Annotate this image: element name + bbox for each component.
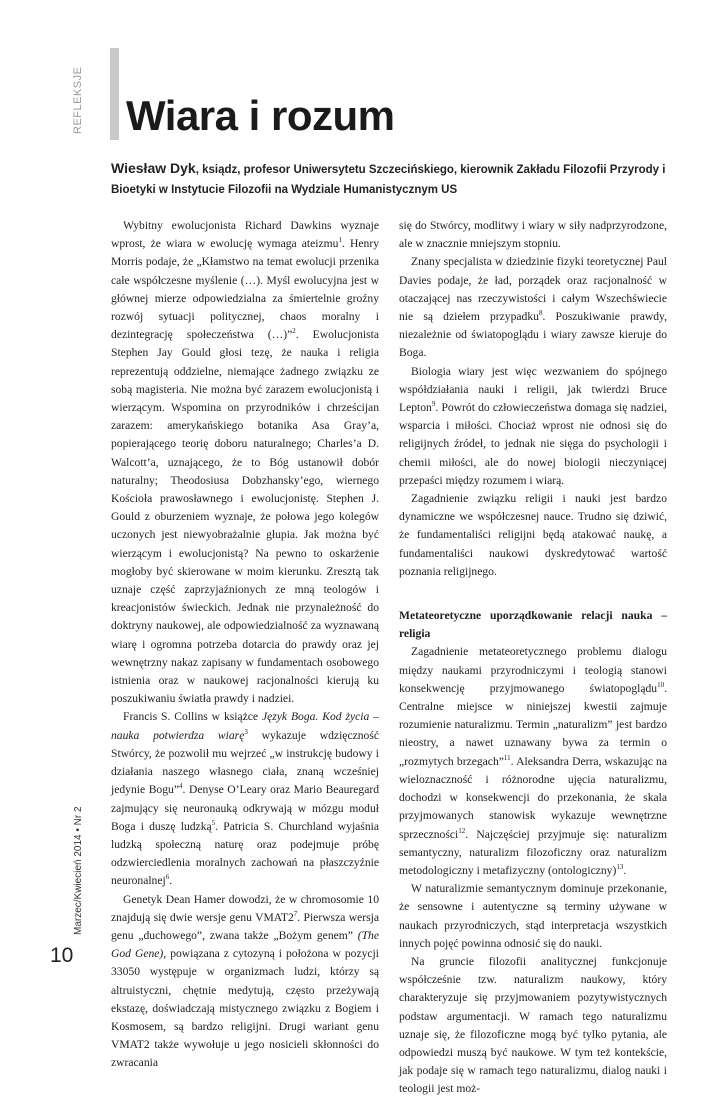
footnote-ref: 3 bbox=[244, 727, 248, 736]
author-name: Wiesław Dyk bbox=[111, 160, 196, 176]
footnote-ref: 7 bbox=[293, 909, 298, 918]
gene-title: (The God Gene) bbox=[111, 928, 379, 961]
footnote-ref: 12 bbox=[458, 826, 466, 835]
footnote-ref: 9 bbox=[431, 400, 436, 409]
footnote-ref: 5 bbox=[211, 818, 216, 827]
right-column bbox=[399, 217, 667, 1099]
paragraph: Genetyk Dean Hamer dowodzi, że w chromosomie 10 znajdują się dwie wersje genu $VMAT2^7$. Pierwsza wersja genu „duchowego”, zwana także „Bożym genem” (The God Gene), powiązana z cytozyną i położona w pozycji 33050 występuje w organizmach ludzi, którzy są altruistyczni, chętnie medytują, często przeżywają ekstazę, doświadczają mistycznego związku z Bogiem i Kosmosem, są bardzo religijni. Drugi wariant genu VMAT2 także wywołuje u jego nosicieli skłonności do zwracania bbox=[111, 892, 379, 1070]
book-title: Język Boga. Kod życia – nauka potwierdza wiarę bbox=[111, 710, 379, 742]
author-line bbox=[111, 158, 671, 200]
footnote-ref: 2 bbox=[292, 327, 296, 336]
section-label: REFLEKSJE bbox=[72, 66, 84, 134]
left-column bbox=[111, 217, 379, 1073]
paragraph: Wybitny ewolucjonista Richard Dawkins wyznaje wprost, że wiara w ewolucję wymaga ateizmu$^1$. Henry Morris podaje, że „Kłamstwo na temat ewolucji przenika całe współczesne myślenie (…). Myśl ewolucyjna jest w głównej mierze odpowiedzialna za śmiertelnie groźny rozwój sytuacji politycznej, chaos moralny i dezintegrację społeczeństwa (…)”$^2$. Ewolucjonista Stephen Jay Gould głosi tezę, że nauka i religia reprezentują oddzielne, niemające żadnego związku ze sobą magisteria. Nie można być zarazem ewolucjonistą i wierzącym. Wspomina on przyrodników i chrześcijan zarazem: amerykańskiego botanika Asa Gray’a, popierającego teorię doboru naturalnego; Charles’a D. Walcott’a, uznającego, że to Bóg ustanowił dobór naturalny; Theodosiusa Dobzhansky’ego, wiernego Kościoła prawosławnego i ewolucjonistę. Stephen J. Gould z oburzeniem wyznaje, że połowa jego kolegów uczonych jest niewyobrażalnie głupia. Jak można być wierzącym i ewolucjonistą? Na pewno to oskarżenie mogłoby być skierowane w moim kierunku. Zresztą tak uznaje część zaprzyjaźnionych ze mną teologów i kreacjonistów świeckich. Jednak nie przynależność do doktryny naukowej, ale odpowiedzialność za wyznawaną wiarę i ogromna potrzeba dotarcia do prawdy oraz jej wewnętrzny nakaz zapisany w fundamentach osobowego istnienia oraz w naukowej racjonalności kierują ku poszukiwaniu światła prawdy i nadziei. bbox=[111, 219, 379, 706]
footnote-ref: 13 bbox=[616, 863, 624, 872]
footnote-ref: 11 bbox=[503, 753, 511, 762]
paragraph: Francis S. Collins w książce Język Boga. Kod życia – nauka potwierdza wiarę$^3$ wykazuje wdzięczność Stwórcy, że pozwolił mu wejrzeć „w instrukcję budowy i działania naszego własnego ciała, znaną wcześniej jedynie Bogu”$^4$. Denyse O’Leary oraz Mario Beauregard zajmujący się neuronauką odkrywają w mózgu moduł Boga i duszę ludzką$^5$. Patricia S. Churchland wyjaśnia ludzką społeczną naturę oraz podejmuje próbę odzwierciedlenia moralnych zachowań na płaszczyźnie neuronalnej$^6$. bbox=[111, 710, 380, 888]
page-number: 10 bbox=[50, 944, 74, 967]
paragraph: Zagadnienie metateoretycznego problemu dialogu między naukami przyrodniczymi i teologią stanowi konsekwencję przyjmowanego światopoglądu$^{10}$. Centralne miejsce w niniejszej kwestii zajmuje rozumienie naturalizmu. Termin „naturalizm” jest bardzo nieostry, a nawet uznawany bywa za termin o „rozmytych brzegach”$^{11}$. Aleksandra Derra, wskazując na wieloznaczność i różnorodne ujęcia naturalizmu, dochodzi w konsekwencji do przekonania, że skala przyjmowanych stanowisk wykazuje wewnętrzne sprzeczności$^{12}$. Najczęściej przyjmuje się: naturalizm semantyczny, naturalizm filozoficzny oraz naturalizm metodologiczny i metafizyczny (ontologiczny)$^{13}$. bbox=[399, 645, 667, 877]
footnote-ref: 6 bbox=[165, 873, 170, 882]
paragraph: W naturalizmie semantycznym dominuje przekonanie, że sensowne i autentyczne są terminy używane w naukach przyrodniczych, stąd interpretacja wszystkich innych pojęć powinna odnosić się do nauki. bbox=[399, 882, 667, 950]
issue-label: Marzec/Kwiecień 2014 • Nr 2 bbox=[73, 806, 84, 935]
paragraph: Biologia wiary jest więc wezwaniem do spójnego współdziałania nauki i religii, jak twierdzi Bruce Lepton$^9$. Powrót do człowieczeństwa domaga się nadziei, wsparcia i miłości. Chociaż wprost nie odnosi się do religijnych źródeł, to jednak nie sięga do psychologii i chemii miłości, ale do nowej biologii nieczyniącej przepaści między rozumem i wiarą. bbox=[399, 364, 667, 487]
paragraph: Znany specjalista w dziedzinie fizyki teoretycznej Paul Davies podaje, że ład, porządek oraz racjonalność w otaczającej nas rzeczywistości i całym Wszechświecie nie są dziełem przypadku$^8$. Poszukiwanie prawdy, niezależnie od światopoglądu i wiary zawsze kieruje do Boga. bbox=[399, 255, 667, 360]
footnote-ref: 10 bbox=[657, 681, 665, 690]
section-heading: Metateoretyczne uporządkowanie relacji nauka – religia bbox=[399, 609, 667, 641]
article-title: Wiara i rozum bbox=[126, 92, 395, 139]
paragraph: Zagadnienie związku religii i nauki jest bardzo dynamiczne we współczesnej nauce. Trudno się dziwić, że fundamentaliści religijni będą atakować naukę, a fundamentaliści naukowi dyskredytować wartość poznania religijnego. bbox=[399, 492, 667, 578]
footnote-ref: 8 bbox=[538, 309, 543, 318]
footnote-ref: 4 bbox=[178, 782, 183, 791]
author-affiliation: , ksiądz, profesor Uniwersytetu Szczecińskiego, kierownik Zakładu Filozofii Przyrody i Bioetyki w Instytucie Filozofii na Wydziale Humanistycznym US bbox=[111, 164, 666, 196]
paragraph: Na gruncie filozofii analitycznej funkcjonuje współcześnie tzw. naturalizm naukowy, który charakteryzuje się przyjmowaniem pozytywistycznych podstaw argumentacji. W ramach tego naturalizmu uznaje się, że filozoficzne mogą być tylko pytania, ale odpowiedzi muszą być naukowe. W tym też kontekście, jak podaje się w ramach tego naturalizmu, dialog nauki i teologii jest moż- bbox=[399, 954, 667, 1096]
paragraph: się do Stwórcy, modlitwy i wiary w siły nadprzyrodzone, ale w znacznie mniejszym stopniu. bbox=[399, 219, 667, 251]
footnote-ref: 1 bbox=[338, 236, 342, 245]
title-accent-bar bbox=[110, 48, 119, 140]
